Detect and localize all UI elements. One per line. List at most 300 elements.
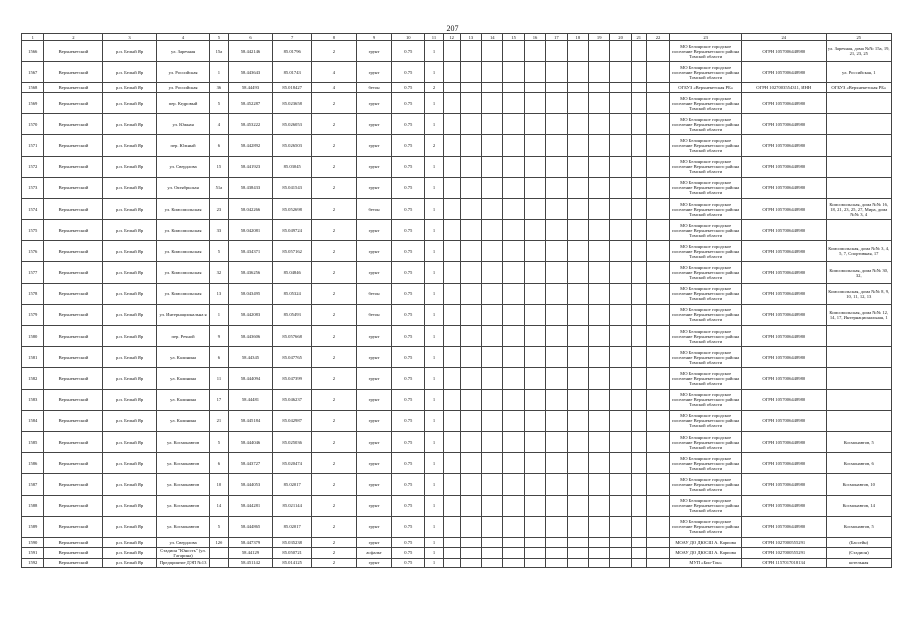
cell-street: ул. Космонавтов bbox=[156, 453, 210, 474]
cell-empty bbox=[631, 177, 646, 198]
cell-ogrn: ОГРН 1057006448980 bbox=[741, 262, 826, 283]
cell-street: ул. Космонавтов bbox=[156, 431, 210, 452]
cell-empty bbox=[567, 41, 588, 62]
cell-empty bbox=[524, 283, 545, 304]
cell-lat: 58.043495 bbox=[228, 283, 273, 304]
cell-n: 1589 bbox=[22, 516, 44, 537]
cell-empty bbox=[610, 83, 631, 93]
cell-empty bbox=[443, 41, 460, 62]
column-number-cell: 22 bbox=[646, 34, 670, 41]
cell-surface: грунт bbox=[356, 62, 391, 83]
cell-vol: 0.75 bbox=[392, 326, 425, 347]
cell-empty bbox=[610, 495, 631, 516]
cell-empty bbox=[631, 453, 646, 474]
column-number-cell: 10 bbox=[392, 34, 425, 41]
cell-surface: грунт bbox=[356, 474, 391, 495]
cell-district: Верхнекетский bbox=[44, 537, 103, 547]
cell-empty bbox=[503, 198, 524, 219]
cell-surface: бетон bbox=[356, 304, 391, 325]
cell-district: Верхнекетский bbox=[44, 453, 103, 474]
cell-district: Верхнекетский bbox=[44, 41, 103, 62]
cell-vol: 0.75 bbox=[392, 198, 425, 219]
cell-settlement: р.п. Белый Яр bbox=[103, 62, 157, 83]
cell-empty bbox=[646, 558, 670, 568]
cell-empty bbox=[482, 62, 503, 83]
cell-count: 1 bbox=[425, 431, 443, 452]
cell-empty bbox=[503, 156, 524, 177]
cell-vol: 0.75 bbox=[392, 83, 425, 93]
cell-served bbox=[826, 135, 891, 156]
cell-empty bbox=[610, 326, 631, 347]
cell-count: 1 bbox=[425, 410, 443, 431]
cell-empty bbox=[567, 547, 588, 558]
cell-empty bbox=[503, 347, 524, 368]
cell-surface: грунт bbox=[356, 368, 391, 389]
cell-ogrn: ОГРН 1057006448980 bbox=[741, 368, 826, 389]
cell-district: Верхнекетский bbox=[44, 92, 103, 113]
cell-settlement: р.п. Белый Яр bbox=[103, 326, 157, 347]
cell-street: Стадион "Юность" (ул. Гагарина) bbox=[156, 547, 210, 558]
cell-empty bbox=[646, 135, 670, 156]
cell-empty bbox=[482, 220, 503, 241]
cell-empty bbox=[482, 389, 503, 410]
table-row bbox=[22, 326, 892, 347]
cell-empty bbox=[631, 347, 646, 368]
cell-vol: 0.75 bbox=[392, 558, 425, 568]
column-number-cell: 6 bbox=[228, 34, 273, 41]
cell-empty bbox=[646, 177, 670, 198]
cell-lat: 58.444053 bbox=[228, 474, 273, 495]
cell-num: 2 bbox=[311, 262, 356, 283]
cell-n: 1580 bbox=[22, 326, 44, 347]
cell-empty bbox=[610, 304, 631, 325]
cell-surface: грунт bbox=[356, 41, 391, 62]
cell-empty bbox=[631, 410, 646, 431]
cell-settlement: р.п. Белый Яр bbox=[103, 135, 157, 156]
cell-ogrn: ОГРН 1057006448980 bbox=[741, 389, 826, 410]
cell-num: 2 bbox=[311, 92, 356, 113]
cell-house: 5 bbox=[210, 241, 228, 262]
cell-empty bbox=[589, 410, 610, 431]
cell-empty bbox=[482, 516, 503, 537]
table-row bbox=[22, 114, 892, 135]
table-row bbox=[22, 262, 892, 283]
cell-lon: 85.026503 bbox=[273, 135, 312, 156]
cell-ogrn: ОГРН 1057006448980 bbox=[741, 516, 826, 537]
cell-empty bbox=[567, 92, 588, 113]
cell-lat: 58.436256 bbox=[228, 262, 273, 283]
cell-lon: 85.057162 bbox=[273, 241, 312, 262]
cell-empty bbox=[646, 389, 670, 410]
cell-served: Космонавтов, 10 bbox=[826, 474, 891, 495]
table-row bbox=[22, 83, 892, 93]
cell-vol: 0.75 bbox=[392, 92, 425, 113]
cell-empty bbox=[646, 347, 670, 368]
cell-empty bbox=[546, 135, 567, 156]
cell-empty bbox=[567, 474, 588, 495]
cell-house: 1 bbox=[210, 62, 228, 83]
cell-served: Комсомольская, дома №№ 16, 18, 21, 23, 25, 27, Мира, дома №№ 3, 4 bbox=[826, 198, 891, 219]
cell-lon: 85.02017 bbox=[273, 474, 312, 495]
cell-settlement: р.п. Белый Яр bbox=[103, 198, 157, 219]
cell-lon: 85.04846 bbox=[273, 262, 312, 283]
cell-empty bbox=[546, 62, 567, 83]
cell-n: 1586 bbox=[22, 453, 44, 474]
cell-n: 1567 bbox=[22, 62, 44, 83]
cell-street: ул. Калинина bbox=[156, 347, 210, 368]
cell-empty bbox=[610, 220, 631, 241]
cell-street: ул. Свердлова bbox=[156, 537, 210, 547]
cell-empty bbox=[503, 547, 524, 558]
cell-settlement: р.п. Белый Яр bbox=[103, 347, 157, 368]
cell-lat: 58.443727 bbox=[228, 453, 273, 474]
cell-vol: 0.75 bbox=[392, 453, 425, 474]
cell-vol: 0.75 bbox=[392, 389, 425, 410]
cell-empty bbox=[646, 410, 670, 431]
column-number-cell: 20 bbox=[610, 34, 631, 41]
cell-empty bbox=[589, 547, 610, 558]
cell-house: 15а bbox=[210, 41, 228, 62]
cell-empty bbox=[524, 347, 545, 368]
cell-empty bbox=[503, 495, 524, 516]
cell-empty bbox=[482, 41, 503, 62]
cell-owner: МО Белоярское городское поселение Верхнекетского района Томской области bbox=[670, 389, 742, 410]
cell-served bbox=[826, 368, 891, 389]
cell-vol: 0.75 bbox=[392, 495, 425, 516]
cell-empty bbox=[589, 62, 610, 83]
cell-empty bbox=[524, 177, 545, 198]
cell-district: Верхнекетский bbox=[44, 326, 103, 347]
cell-empty bbox=[631, 304, 646, 325]
cell-empty bbox=[646, 537, 670, 547]
column-number-cell: 21 bbox=[631, 34, 646, 41]
cell-empty bbox=[610, 474, 631, 495]
cell-house: 6 bbox=[210, 453, 228, 474]
cell-empty bbox=[631, 41, 646, 62]
cell-settlement: р.п. Белый Яр bbox=[103, 92, 157, 113]
cell-district: Верхнекетский bbox=[44, 431, 103, 452]
cell-num: 2 bbox=[311, 368, 356, 389]
cell-empty bbox=[482, 410, 503, 431]
cell-empty bbox=[482, 558, 503, 568]
cell-empty bbox=[460, 156, 481, 177]
cell-empty bbox=[546, 241, 567, 262]
cell-vol: 0.75 bbox=[392, 262, 425, 283]
column-number-cell: 2 bbox=[44, 34, 103, 41]
cell-settlement: р.п. Белый Яр bbox=[103, 41, 157, 62]
cell-owner: МО Белоярское городское поселение Верхнекетского района Томской области bbox=[670, 410, 742, 431]
cell-lon: 85.023658 bbox=[273, 92, 312, 113]
cell-empty bbox=[460, 410, 481, 431]
cell-empty bbox=[524, 558, 545, 568]
cell-empty bbox=[567, 537, 588, 547]
cell-empty bbox=[524, 220, 545, 241]
cell-settlement: р.п. Белый Яр bbox=[103, 114, 157, 135]
cell-lon: 85.057668 bbox=[273, 326, 312, 347]
cell-settlement: р.п. Белый Яр bbox=[103, 558, 157, 568]
cell-house: 9 bbox=[210, 326, 228, 347]
cell-empty bbox=[460, 537, 481, 547]
cell-empty bbox=[567, 347, 588, 368]
cell-empty bbox=[443, 453, 460, 474]
cell-empty bbox=[503, 516, 524, 537]
column-number-cell: 24 bbox=[741, 34, 826, 41]
cell-empty bbox=[610, 558, 631, 568]
cell-surface: грунт bbox=[356, 177, 391, 198]
cell-street: ул. Космонавтов bbox=[156, 516, 210, 537]
cell-empty bbox=[503, 41, 524, 62]
cell-empty bbox=[482, 262, 503, 283]
cell-empty bbox=[567, 410, 588, 431]
cell-ogrn: ОГРН 1057006448980 bbox=[741, 453, 826, 474]
cell-vol: 0.75 bbox=[392, 156, 425, 177]
cell-count: 1 bbox=[425, 198, 443, 219]
cell-surface: грунт bbox=[356, 537, 391, 547]
cell-surface: грунт bbox=[356, 431, 391, 452]
cell-empty bbox=[482, 347, 503, 368]
cell-lon: 85.050721 bbox=[273, 547, 312, 558]
cell-empty bbox=[460, 558, 481, 568]
cell-empty bbox=[524, 368, 545, 389]
cell-empty bbox=[482, 431, 503, 452]
cell-empty bbox=[503, 92, 524, 113]
cell-empty bbox=[610, 262, 631, 283]
cell-empty bbox=[610, 347, 631, 368]
cell-lon: 85.02017 bbox=[273, 516, 312, 537]
cell-num: 2 bbox=[311, 241, 356, 262]
cell-empty bbox=[646, 368, 670, 389]
table-row bbox=[22, 516, 892, 537]
cell-owner: МО Белоярское городское поселение Верхнекетского района Томской области bbox=[670, 368, 742, 389]
cell-empty bbox=[567, 198, 588, 219]
cell-settlement: р.п. Белый Яр bbox=[103, 547, 157, 558]
cell-served: ул. Заречная, дома №№ 15а, 19, 21, 23, 25 bbox=[826, 41, 891, 62]
cell-settlement: р.п. Белый Яр bbox=[103, 368, 157, 389]
cell-empty bbox=[646, 92, 670, 113]
cell-count: 1 bbox=[425, 156, 443, 177]
cell-empty bbox=[589, 241, 610, 262]
cell-lat: 58.451142 bbox=[228, 558, 273, 568]
cell-empty bbox=[610, 410, 631, 431]
cell-owner: МО Белоярское городское поселение Верхнекетского района Томской области bbox=[670, 135, 742, 156]
cell-empty bbox=[482, 177, 503, 198]
cell-street: ул. Интернациональна я bbox=[156, 304, 210, 325]
table-row bbox=[22, 220, 892, 241]
cell-empty bbox=[610, 516, 631, 537]
cell-empty bbox=[567, 156, 588, 177]
cell-house: 51а bbox=[210, 177, 228, 198]
cell-settlement: р.п. Белый Яр bbox=[103, 410, 157, 431]
cell-count: 1 bbox=[425, 347, 443, 368]
cell-ogrn: ОГРН 1057006448980 bbox=[741, 495, 826, 516]
cell-empty bbox=[631, 62, 646, 83]
cell-empty bbox=[546, 114, 567, 135]
cell-vol: 0.75 bbox=[392, 368, 425, 389]
cell-served: Комсомольская, дома №№ 12, 14, 17, Интернациональная, 1 bbox=[826, 304, 891, 325]
cell-lon: 85.05493 bbox=[273, 304, 312, 325]
cell-owner: МО Белоярское городское поселение Верхнекетского района Томской области bbox=[670, 177, 742, 198]
cell-empty bbox=[482, 114, 503, 135]
cell-surface: грунт bbox=[356, 220, 391, 241]
cell-count: 1 bbox=[425, 474, 443, 495]
cell-num: 4 bbox=[311, 62, 356, 83]
cell-vol: 0.75 bbox=[392, 537, 425, 547]
cell-district: Верхнекетский bbox=[44, 495, 103, 516]
cell-empty bbox=[631, 326, 646, 347]
cell-empty bbox=[443, 62, 460, 83]
cell-vol: 0.75 bbox=[392, 220, 425, 241]
cell-surface: грунт bbox=[356, 516, 391, 537]
table-row bbox=[22, 410, 892, 431]
cell-house: 13 bbox=[210, 283, 228, 304]
cell-house bbox=[210, 558, 228, 568]
cell-owner: МО Белоярское городское поселение Верхнекетского района Томской области bbox=[670, 41, 742, 62]
table-row bbox=[22, 92, 892, 113]
cell-n: 1570 bbox=[22, 114, 44, 135]
cell-n: 1571 bbox=[22, 135, 44, 156]
cell-vol: 0.75 bbox=[392, 547, 425, 558]
cell-count: 1 bbox=[425, 114, 443, 135]
cell-lat: 58.44493 bbox=[228, 83, 273, 93]
cell-lon: 85.047765 bbox=[273, 347, 312, 368]
cell-vol: 0.75 bbox=[392, 304, 425, 325]
cell-empty bbox=[631, 495, 646, 516]
cell-owner: МО Белоярское городское поселение Верхнекетского района Томской области bbox=[670, 198, 742, 219]
cell-count: 1 bbox=[425, 41, 443, 62]
cell-num: 2 bbox=[311, 177, 356, 198]
cell-num: 2 bbox=[311, 431, 356, 452]
cell-n: 1585 bbox=[22, 431, 44, 452]
cell-surface: грунт bbox=[356, 347, 391, 368]
cell-empty bbox=[443, 177, 460, 198]
cell-empty bbox=[524, 410, 545, 431]
cell-num: 2 bbox=[311, 347, 356, 368]
cell-street: Предприятие ДЭП №13 bbox=[156, 558, 210, 568]
cell-ogrn: ОГРН 1057006448980 bbox=[741, 220, 826, 241]
cell-house: 6 bbox=[210, 135, 228, 156]
cell-empty bbox=[589, 304, 610, 325]
cell-empty bbox=[503, 220, 524, 241]
cell-surface: бетон bbox=[356, 83, 391, 93]
cell-house bbox=[210, 547, 228, 558]
cell-served bbox=[826, 326, 891, 347]
cell-vol: 0.75 bbox=[392, 283, 425, 304]
table-row bbox=[22, 495, 892, 516]
cell-empty bbox=[646, 431, 670, 452]
cell-n: 1583 bbox=[22, 389, 44, 410]
cell-street: пер. Речной bbox=[156, 326, 210, 347]
cell-empty bbox=[631, 220, 646, 241]
cell-empty bbox=[460, 198, 481, 219]
cell-house: 15 bbox=[210, 156, 228, 177]
cell-empty bbox=[567, 326, 588, 347]
cell-surface: бетон bbox=[356, 198, 391, 219]
cell-empty bbox=[443, 220, 460, 241]
cell-house: 36 bbox=[210, 83, 228, 93]
cell-empty bbox=[589, 177, 610, 198]
cell-house: 12б bbox=[210, 537, 228, 547]
cell-vol: 0.75 bbox=[392, 62, 425, 83]
cell-owner: ОГБУЗ «Верхнекетская РБ» bbox=[670, 83, 742, 93]
cell-house: 5 bbox=[210, 431, 228, 452]
cell-empty bbox=[524, 135, 545, 156]
table-row bbox=[22, 304, 892, 325]
cell-vol: 0.75 bbox=[392, 474, 425, 495]
cell-num: 2 bbox=[311, 389, 356, 410]
cell-num: 2 bbox=[311, 114, 356, 135]
cell-empty bbox=[646, 83, 670, 93]
cell-district: Верхнекетский bbox=[44, 558, 103, 568]
cell-surface: грунт bbox=[356, 410, 391, 431]
cell-district: Верхнекетский bbox=[44, 262, 103, 283]
cell-num: 2 bbox=[311, 304, 356, 325]
cell-served bbox=[826, 114, 891, 135]
cell-empty bbox=[443, 389, 460, 410]
cell-lon: 85.020474 bbox=[273, 453, 312, 474]
cell-owner: МО Белоярское городское поселение Верхнекетского района Томской области bbox=[670, 326, 742, 347]
cell-empty bbox=[460, 347, 481, 368]
cell-empty bbox=[460, 62, 481, 83]
cell-empty bbox=[460, 453, 481, 474]
cell-empty bbox=[482, 326, 503, 347]
cell-served: котельная bbox=[826, 558, 891, 568]
cell-empty bbox=[482, 547, 503, 558]
cell-empty bbox=[610, 283, 631, 304]
cell-served: Комсомольская, дома №№ 3, 4, 5, 7, Спортивная, 17 bbox=[826, 241, 891, 262]
cell-n: 1581 bbox=[22, 347, 44, 368]
cell-lat: 58.443643 bbox=[228, 62, 273, 83]
cell-empty bbox=[503, 304, 524, 325]
cell-district: Верхнекетский bbox=[44, 368, 103, 389]
cell-empty bbox=[443, 516, 460, 537]
cell-empty bbox=[546, 304, 567, 325]
column-number-cell: 7 bbox=[273, 34, 312, 41]
table-row bbox=[22, 547, 892, 558]
cell-empty bbox=[524, 453, 545, 474]
cell-empty bbox=[546, 558, 567, 568]
cell-empty bbox=[443, 558, 460, 568]
cell-ogrn: ОГРН 1057006448980 bbox=[741, 156, 826, 177]
cell-served: Комсомольская, дома №№ 30, 32, bbox=[826, 262, 891, 283]
cell-vol: 0.75 bbox=[392, 347, 425, 368]
cell-empty bbox=[567, 135, 588, 156]
cell-empty bbox=[546, 474, 567, 495]
cell-served: Комсомольская, дома №№ 8, 9, 10, 11, 12, 13 bbox=[826, 283, 891, 304]
cell-empty bbox=[610, 453, 631, 474]
cell-empty bbox=[546, 431, 567, 452]
cell-owner: МО Белоярское городское поселение Верхнекетского района Томской области bbox=[670, 283, 742, 304]
cell-street: ул. Комсомольская bbox=[156, 262, 210, 283]
cell-owner: МО Белоярское городское поселение Верхнекетского района Томской области bbox=[670, 62, 742, 83]
cell-lon: 85.052698 bbox=[273, 198, 312, 219]
cell-lat: 58.453222 bbox=[228, 114, 273, 135]
cell-empty bbox=[646, 304, 670, 325]
column-number-cell: 19 bbox=[589, 34, 610, 41]
cell-empty bbox=[610, 62, 631, 83]
cell-empty bbox=[610, 114, 631, 135]
cell-street: ул. Заречная bbox=[156, 41, 210, 62]
registry-table bbox=[21, 33, 892, 568]
cell-empty bbox=[460, 92, 481, 113]
cell-empty bbox=[631, 114, 646, 135]
cell-empty bbox=[631, 283, 646, 304]
cell-empty bbox=[460, 516, 481, 537]
cell-served bbox=[826, 92, 891, 113]
cell-owner: МО Белоярское городское поселение Верхнекетского района Томской области bbox=[670, 431, 742, 452]
cell-house: 5 bbox=[210, 516, 228, 537]
cell-empty bbox=[567, 431, 588, 452]
cell-empty bbox=[524, 92, 545, 113]
